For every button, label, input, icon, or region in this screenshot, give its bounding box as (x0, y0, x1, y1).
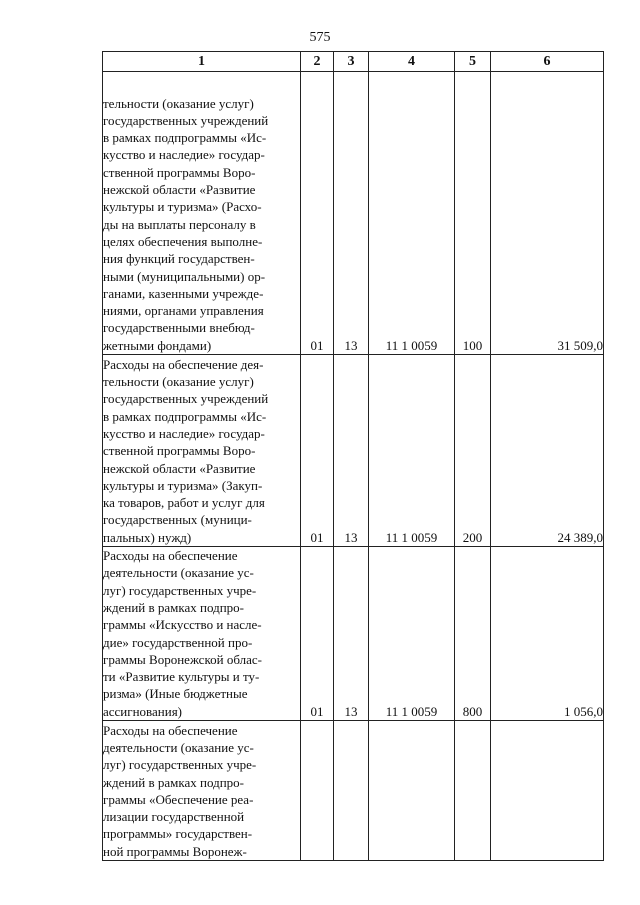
subsection-code: 13 (334, 355, 369, 547)
amount: 24 389,0 (491, 355, 604, 547)
row-description: тельности (оказание услуг) государственных учреждений в рамках подпрограммы «Ис- кусство и наследие» государ- ственной программы Воро- нежской области «Развитие культуры и туризма» (Расхо- ды на выплаты персоналу в целях обеспечения выполне- ния функций государствен- ными (муниципальными) ор- ганами, казенными учрежде- ниями, органами управления государственными внебюд- жетными фондами) (103, 72, 301, 355)
table-header-row (103, 52, 604, 72)
table-row (103, 721, 604, 861)
amount: 31 509,0 (491, 72, 604, 355)
column-header-2: 2 (301, 52, 334, 72)
row-description: Расходы на обеспечение деятельности (оказание ус- луг) государственных учре- ждений в рамках подпро- граммы «Обеспечение реа- лизации государственной программы» государствен- ной программы Воронеж- (103, 721, 301, 861)
target-item-code: 11 1 0059 (369, 355, 455, 547)
expense-type-code: 200 (455, 355, 491, 547)
page-number: 575 (309, 30, 331, 45)
target-item-code: 11 1 0059 (369, 72, 455, 355)
subsection-code: 13 (334, 547, 369, 721)
subsection-code: 13 (334, 72, 369, 355)
expense-type-code (455, 721, 491, 861)
expense-type-code: 100 (455, 72, 491, 355)
column-header-5: 5 (455, 52, 491, 72)
amount: 1 056,0 (491, 547, 604, 721)
table-row (103, 547, 604, 721)
target-item-code (369, 721, 455, 861)
amount (491, 721, 604, 861)
expense-type-code: 800 (455, 547, 491, 721)
section-code: 01 (301, 72, 334, 355)
column-header-6: 6 (491, 52, 604, 72)
target-item-code: 11 1 0059 (369, 547, 455, 721)
row-description: Расходы на обеспечение дея- тельности (оказание услуг) государственных учреждений в рамках подпрограммы «Ис- кусство и наследие» государ- ственной программы Воро- нежской области «Развитие культуры и туризма» (Закуп- ка товаров, работ и услуг для государственных (муници- пальных) нужд) (103, 355, 301, 547)
table-row (103, 355, 604, 547)
section-code: 01 (301, 547, 334, 721)
budget-table (102, 51, 604, 861)
subsection-code (334, 721, 369, 861)
row-description: Расходы на обеспечение деятельности (оказание ус- луг) государственных учре- ждений в рамках подпро- граммы «Искусство и насле- дие» государственной про- граммы Воронежской облас- ти «Развитие культуры и ту- ризма» (Иные бюджетные ассигнования) (103, 547, 301, 721)
section-code (301, 721, 334, 861)
table-row (103, 72, 604, 355)
column-header-3: 3 (334, 52, 369, 72)
column-header-4: 4 (369, 52, 455, 72)
section-code: 01 (301, 355, 334, 547)
column-header-1: 1 (103, 52, 301, 72)
